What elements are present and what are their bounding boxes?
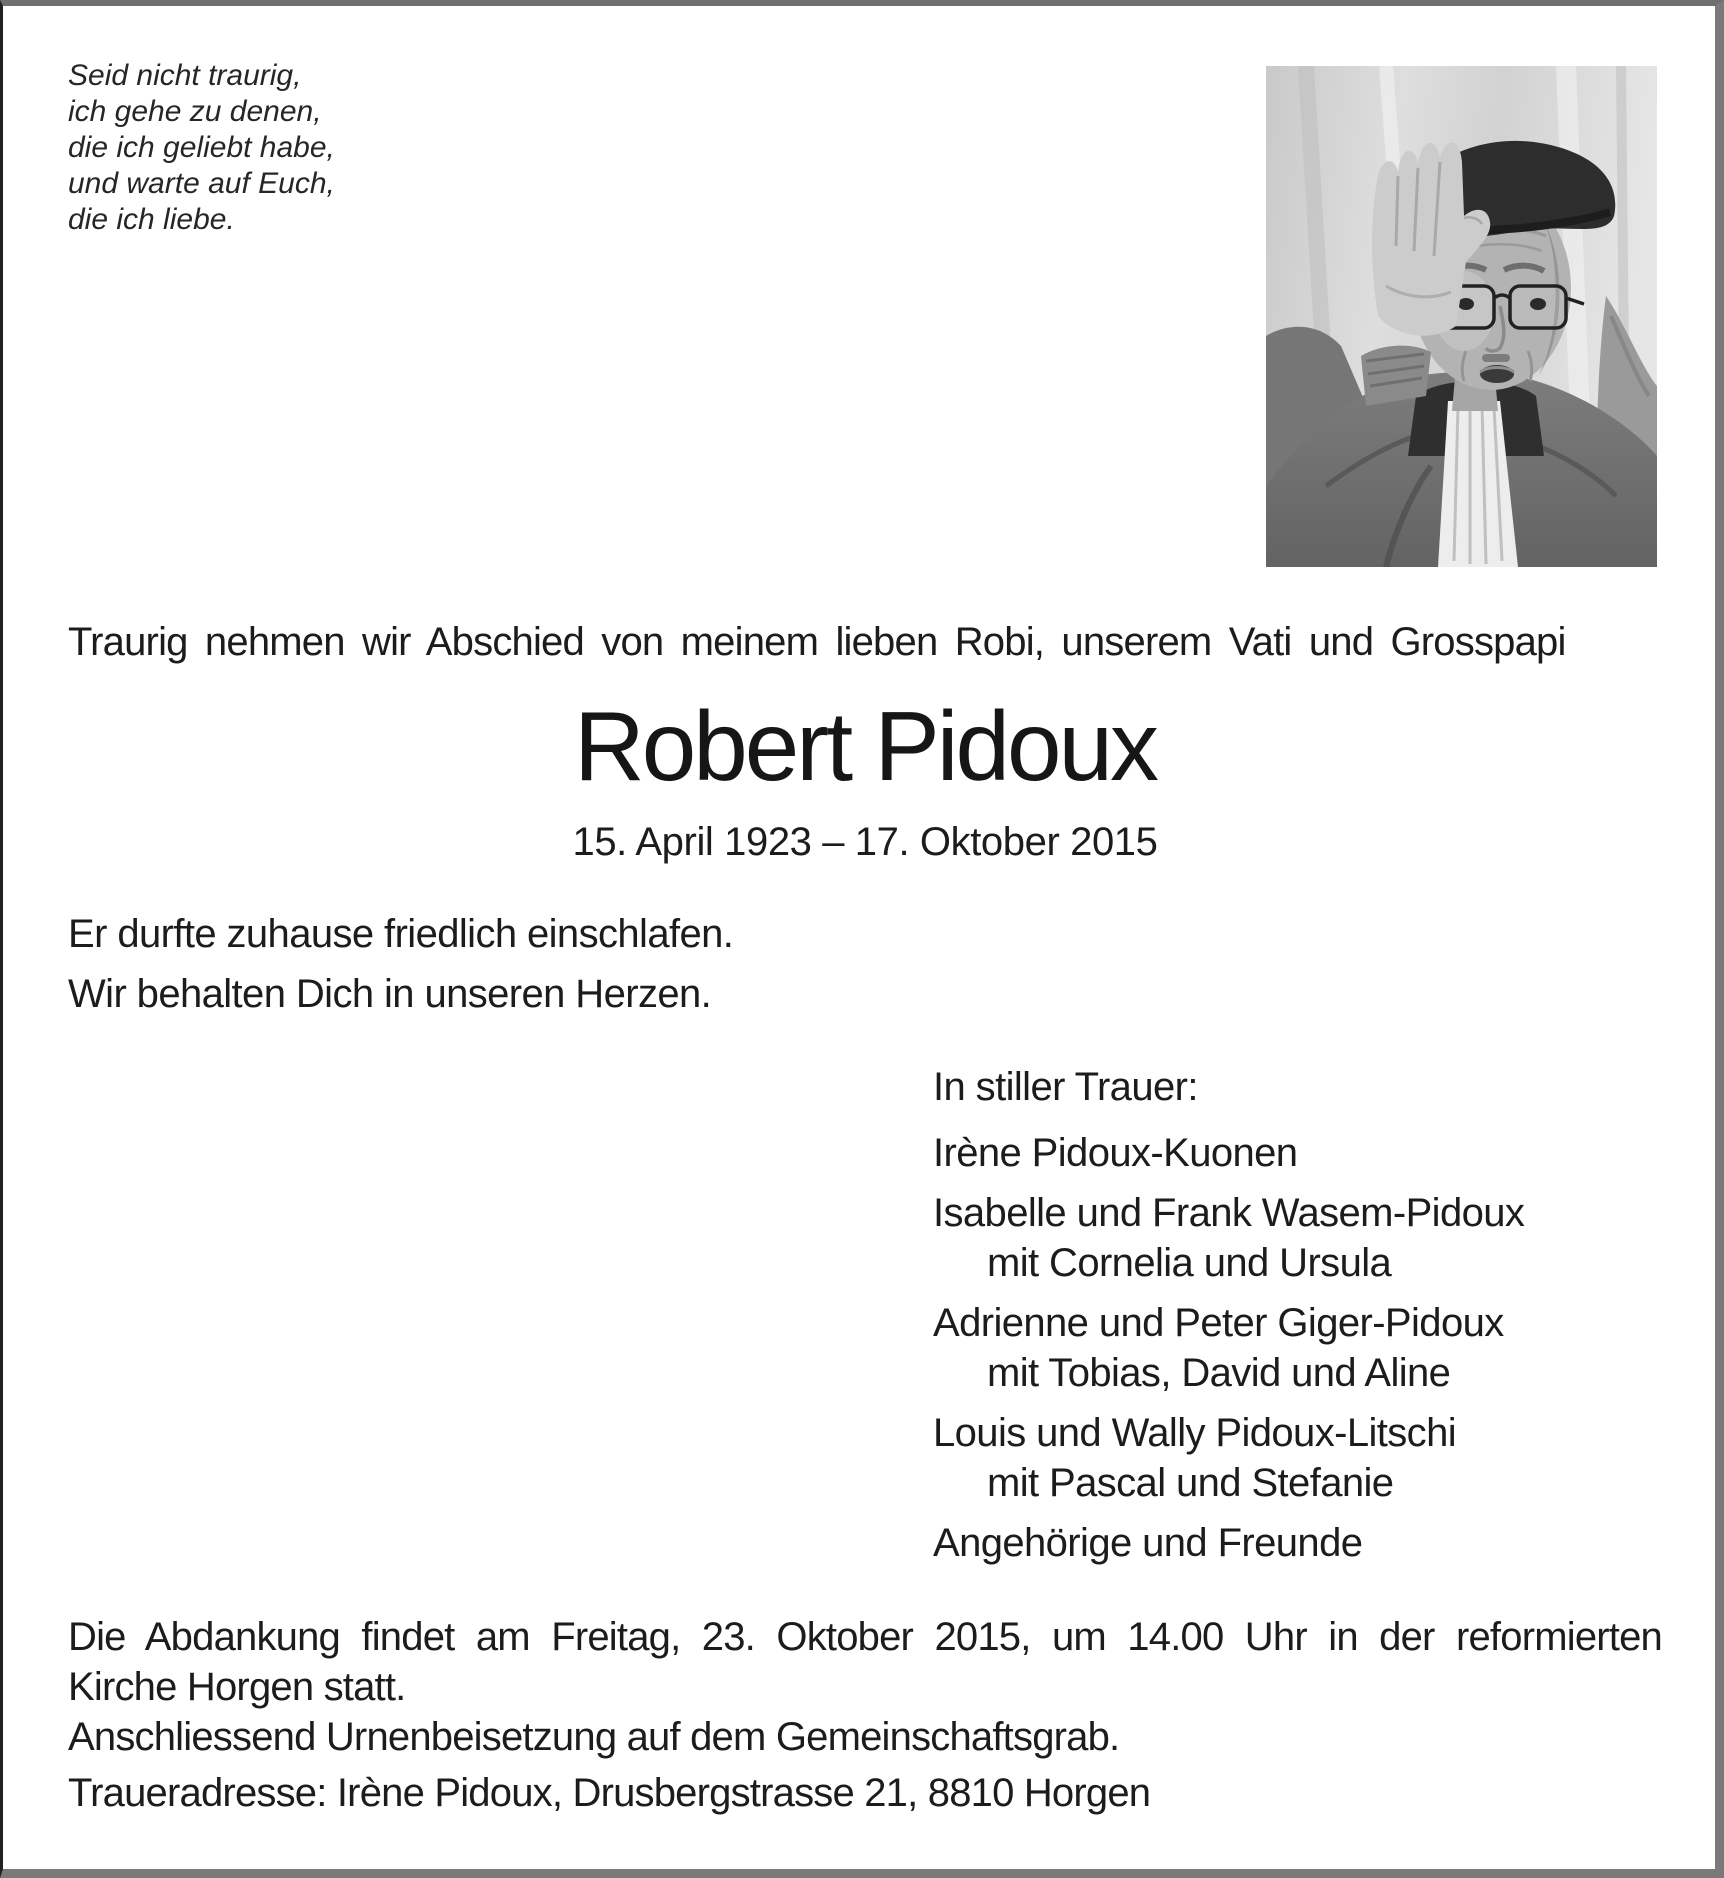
mourner-entry <box>933 1128 1524 1178</box>
funeral-urn-line: Anschliessend Urnenbeisetzung auf dem Gemeinschaftsgrab. <box>68 1715 1120 1759</box>
life-dates: 15. April 1923 – 17. Oktober 2015 <box>572 820 1158 864</box>
portrait-photo <box>1266 66 1657 567</box>
poem-line: die ich liebe. <box>68 203 235 236</box>
mourner-entry <box>933 1408 1524 1508</box>
poem-line: die ich geliebt habe, <box>68 131 335 164</box>
message-line: Er durfte zuhause friedlich einschlafen. <box>68 912 734 956</box>
mourner-name: Angehörige und Freunde <box>933 1521 1363 1565</box>
mourner-children: mit Cornelia und Ursula <box>987 1241 1392 1285</box>
mourner-entry <box>933 1298 1524 1398</box>
poem-line: und warte auf Euch, <box>68 167 335 200</box>
message-line: Wir behalten Dich in unseren Herzen. <box>68 972 712 1016</box>
funeral-service-line: Die Abdankung findet am Freitag, 23. Oktober 2015, um 14.00 Uhr in der reformierten <box>68 1615 1662 1659</box>
epitaph-poem <box>68 58 335 238</box>
poem-line: Seid nicht traurig, <box>68 59 302 92</box>
mourner-name: Louis und Wally Pidoux-Litschi <box>933 1411 1456 1455</box>
mourner-name: Isabelle und Frank Wasem-Pidoux <box>933 1191 1525 1235</box>
mourner-children: mit Tobias, David und Aline <box>987 1351 1451 1395</box>
mourning-address-line: Traueradresse: Irène Pidoux, Drusbergstrasse 21, 8810 Horgen <box>68 1771 1151 1815</box>
mourners-heading: In stiller Trauer: <box>933 1065 1198 1109</box>
poem-line: ich gehe zu denen, <box>68 95 322 128</box>
funeral-service-line: Kirche Horgen statt. <box>68 1665 406 1709</box>
mourners-section <box>933 1062 1524 1568</box>
portrait-photo-illustration <box>1266 66 1657 567</box>
funeral-details <box>68 1612 1662 1818</box>
mourner-entry <box>933 1518 1524 1568</box>
mourner-children: mit Pascal und Stefanie <box>987 1461 1394 1505</box>
mourner-entry <box>933 1188 1524 1288</box>
deceased-name: Robert Pidoux <box>573 691 1157 801</box>
mourner-name: Adrienne und Peter Giger-Pidoux <box>933 1301 1504 1345</box>
intro-text: Traurig nehmen wir Abschied von meinem lieben Robi, unserem Vati und Grosspapi <box>68 620 1566 664</box>
farewell-message <box>68 904 733 1024</box>
mourner-name: Irène Pidoux-Kuonen <box>933 1131 1298 1175</box>
